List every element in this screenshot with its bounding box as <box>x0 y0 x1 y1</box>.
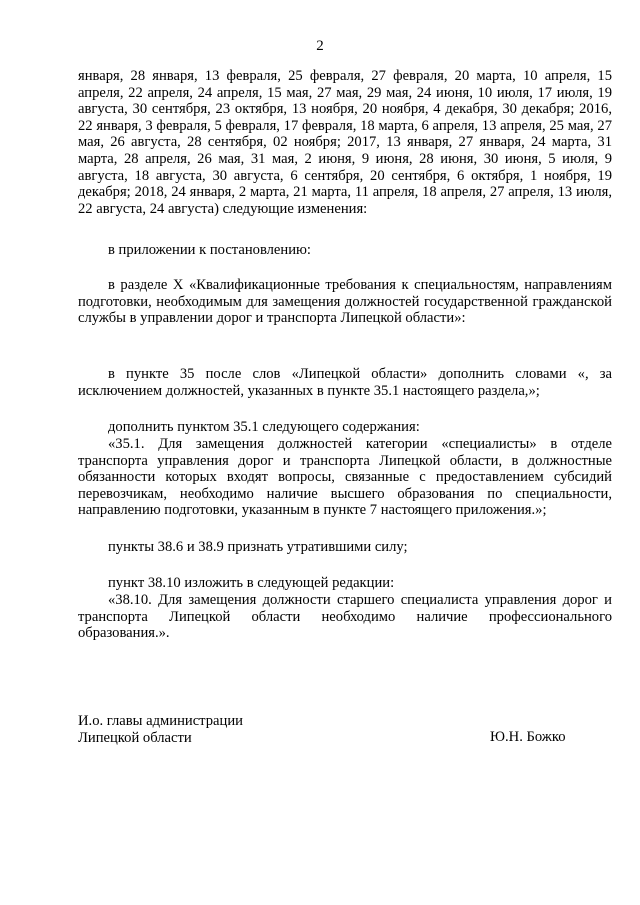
paragraph-invalid-items: пункты 38.6 и 38.9 признать утратившими силу; <box>108 539 408 555</box>
paragraph-item-35: в пункте 35 после слов «Липецкой области» дополнить словами «, за исключением должностей, указанных в пункте 35.1 настоящего раздела,»; <box>78 366 612 399</box>
signature-position <box>78 713 378 746</box>
signature-position-line1: И.о. главы администрации <box>78 713 243 729</box>
paragraph-item-38-10: пункт 38.10 изложить в следующей редакции: <box>108 575 395 591</box>
paragraph-add-35-1: дополнить пунктом 35.1 следующего содержания: <box>108 419 420 435</box>
paragraph-annex: в приложении к постановлению: <box>108 242 311 258</box>
signature-position-line2: Липецкой области <box>78 729 192 746</box>
intro-paragraph: января, 28 января, 13 февраля, 25 февраля, 27 февраля, 20 марта, 10 апреля, 15 апреля, 22 апреля, 24 апреля, 15 мая, 27 мая, 29 мая, 24 июня, 10 июля, 17 июля, 19 августа, 30 сентября, 23 октября, 13 ноября, 20 ноября, 4 декабря, 30 декабря; 2016, 22 января, 3 февраля, 5 февраля, 17 февраля, 18 марта, 6 апреля, 13 апреля, 25 мая, 27 мая, 26 августа, 28 сентября, 02 ноября; 2017, 13 января, 27 января, 24 марта, 31 марта, 28 апреля, 26 мая, 31 мая, 2 июня, 9 июня, 28 июня, 30 июня, 5 июля, 9 августа, 18 августа, 30 августа, 6 сентября, 20 сентября, 6 октября, 1 ноября, 19 декабря; 2018, 24 января, 2 марта, 21 марта, 11 апреля, 18 апреля, 27 апреля, 13 июля, 22 августа, 24 августа) следующие изменения: <box>78 68 612 217</box>
page-number: 2 <box>316 38 324 54</box>
signature-name: Ю.Н. Божко <box>490 729 566 745</box>
paragraph-text-35-1: «35.1. Для замещения должностей категории «специалисты» в отделе транспорта управления дорог и транспорта Липецкой области, в должностные обязанности которых входят вопросы, связанные с предоставлением субсидий перевозчикам, необходимо наличие высшего образования по специальности, направлению подготовки, указанным в пункте 7 настоящего приложения.»; <box>78 436 612 519</box>
paragraph-section-x: в разделе X «Квалификационные требования к специальностям, направлениям подготовки, необходимым для замещения должностей государственной гражданской службы в управлении дорог и транспорта Липецкой области»: <box>78 277 612 327</box>
paragraph-text-38-10: «38.10. Для замещения должности старшего специалиста управления дорог и транспорта Липецкой области необходимо наличие профессионального образования.». <box>78 592 612 642</box>
